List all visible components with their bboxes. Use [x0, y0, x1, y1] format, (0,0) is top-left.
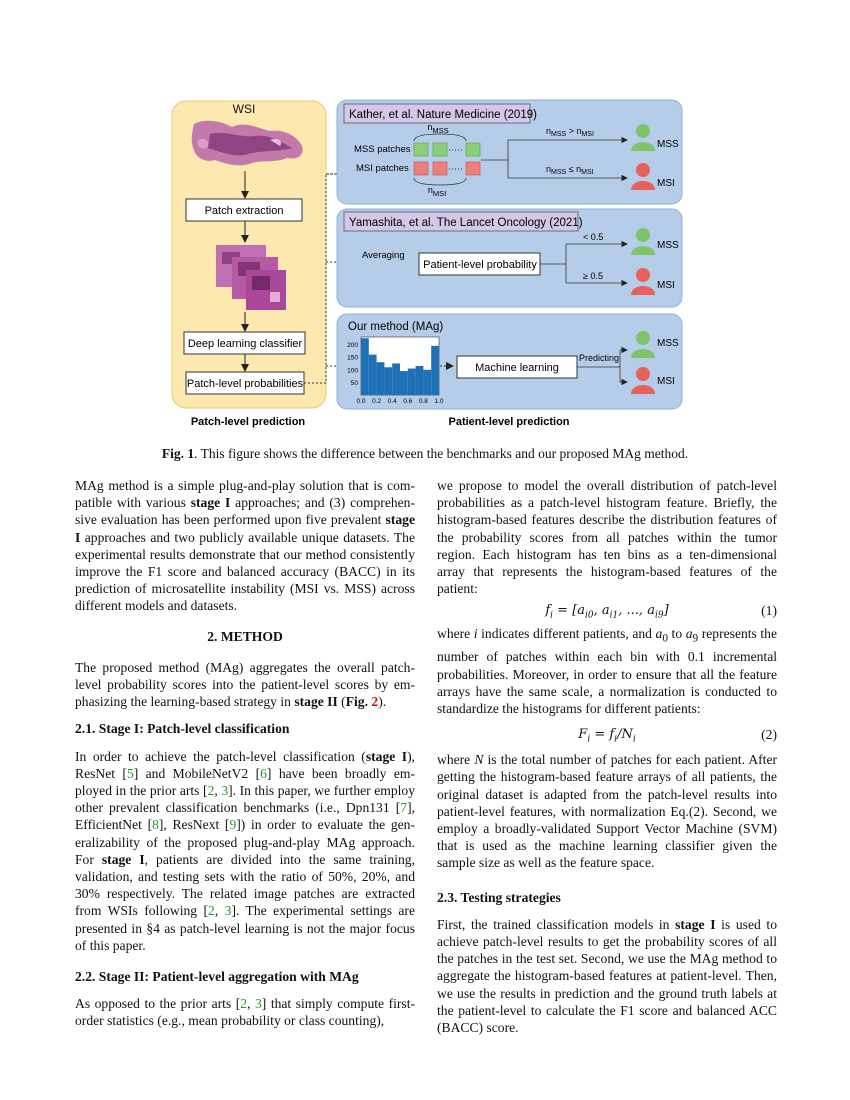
histogram-bar: [392, 363, 400, 395]
yamashita-title: Yamashita, et al. The Lancet Oncology (2021): [349, 217, 583, 229]
histogram-bar: [377, 362, 385, 395]
right-column: [437, 477, 777, 1036]
histogram-y-tick: 150: [347, 354, 358, 362]
normalization-paragraph: where N is the total number of patches for each patient. After getting the histogram-based feature arrays of all patients, the original dataset is adapted from the patch-level results into patient-level features, with normalization Eq.(2). Second, we employ a broadly-validated Support Vector Machine (SVM) that is used as the machine learning classifier given the sample size as well as the feature space.: [437, 752, 778, 871]
subsection-heading-2-3: 2.3. Testing strategies: [437, 889, 561, 905]
histogram-paragraph: we propose to model the overall distribution of patch-level probabilities as a patch-level histogram feature. Briefly, the histogram-based features describe the distribution features of the probability scores from all patches within the tumor region. Each histogram has ten bins as a ten-dimensional array that represents the histogram-based features of the patient:: [437, 478, 777, 597]
citation-link[interactable]: 7: [400, 800, 408, 816]
equation-1-body: $f_i = [a_{i0}$, $a_{i1}$, ..., $a_{i9}$]: [545, 603, 669, 622]
histogram-y-tick: 100: [347, 367, 358, 375]
kather-cond-msi: $n_{MSS} \le n_{MSI}$: [546, 164, 594, 176]
stage2-paragraph: As opposed to the prior arts [2, 3] that simply compute first-order statistics (e.g., mean probability or class counting),: [75, 996, 415, 1029]
equation-2-number: (2): [761, 727, 777, 743]
stage1-paragraph: In order to achieve the patch-level classification (stage I), ResNet [5] and MobileNetV2 [6] have been broadly em-ployed in the prior arts [2, 3]. In this paper, we further employ other prevalent classification benchmarks (i.e., Dpn131 [7], EfficientNet [8], ResNext [9]) in order to evaluate the gen-eralizability of the proposed plug-and-play MAg approach. For stage I, patients are divided into the same training, validation, and testing sets with the ratio of 50%, 20%, and 30% respectively. The related image patches are extracted from WSIs following [2, 3]. The experimental settings are presented in §4 as patch-level learning is not the major focus of this paper.: [75, 748, 416, 953]
histogram-chart: [347, 337, 444, 405]
citation-link[interactable]: 3: [224, 903, 232, 919]
histogram-bar: [408, 369, 416, 395]
histogram-x-tick: 0.8: [418, 398, 428, 405]
kather-cond-mss: $n_{MSS} > n_{MSI}$: [546, 126, 594, 138]
yamashita-out-mss: MSS: [657, 240, 679, 251]
patch-level-probabilities-label: Patch-level probabilities: [186, 378, 304, 390]
citation-link[interactable]: 3: [254, 996, 262, 1012]
histogram-bar: [400, 371, 408, 395]
citation-link[interactable]: 2: [207, 783, 215, 799]
histogram-x-tick: 0.0: [356, 398, 366, 405]
kather-out-msi: MSI: [657, 178, 675, 189]
figure-caption: Fig. 1. This figure shows the difference between the benchmarks and our proposed MAg method.: [161, 446, 689, 461]
histogram-x-tick: 0.4: [387, 398, 397, 405]
equation-1-number: (1): [761, 603, 777, 619]
patch-extraction-label: Patch extraction: [204, 205, 284, 217]
histogram-y-tick: 200: [347, 342, 358, 350]
ours-out-mss: MSS: [657, 338, 679, 349]
n-mss-top: $n_{MSS}$: [427, 122, 449, 135]
subsection-heading-2-2: 2.2. Stage II: Patient-level aggregation with MAg: [75, 969, 359, 985]
citation-link[interactable]: 9: [229, 817, 237, 833]
equation-1: [437, 597, 777, 625]
msi-patch-squares: [414, 162, 480, 175]
wsi-title: WSI: [232, 102, 256, 116]
kather-title: Kather, et al. Nature Medicine (2019): [349, 109, 537, 121]
equation-2-body: $F_i = f_i/N_i$: [578, 727, 636, 745]
histogram-bar: [361, 338, 369, 395]
citation-link[interactable]: 5: [126, 765, 134, 781]
averaging-label: Averaging: [362, 250, 405, 261]
yamashita-out-msi: MSI: [657, 280, 675, 291]
histogram-x-tick: 1.0: [434, 398, 444, 405]
ours-title: Our method (MAg): [348, 321, 444, 333]
method-paragraph: The proposed method (MAg) aggregates the overall patch-level probability scores into the patient-level scores by em-phasizing the learning-based strategy in stage II (Fig. 2).: [75, 659, 415, 710]
citation-link[interactable]: 8: [152, 817, 159, 833]
histogram-bar: [423, 370, 431, 395]
intro-paragraph: MAg method is a simple plug-and-play solution that is com-patible with various stage I approaches; and (3) comprehen-sive evaluation has been performed upon five prevalent stage I approaches and two publicly available unique datasets. The experimental results demonstrate that our method consistently improve the F1 score and balanced accuracy (BACC) in its prediction of microsatellite instability (MSI vs. MSS) across different models and datasets.: [75, 478, 416, 614]
patch-level-prediction-label: Patch-level prediction: [190, 416, 306, 428]
histogram-bar: [369, 355, 377, 395]
patient-level-prediction-label: Patient-level prediction: [448, 416, 570, 428]
subsection-heading-2-1: 2.1. Stage I: Patch-level classification: [75, 721, 290, 737]
citation-link[interactable]: 2: [208, 903, 215, 919]
threshold-ge: ≥ 0.5: [583, 271, 603, 281]
ours-out-msi: MSI: [657, 376, 675, 387]
predicting-label: Predicting: [579, 353, 620, 363]
histogram-x-tick: 0.6: [403, 398, 413, 405]
section-heading-method: 2. METHOD: [207, 628, 283, 644]
bins-paragraph: where i indicates different patients, and $a_0$ to $a_9$ represents the number of patches within each bin with 0.1 incremental probabilities. Moreover, in order to ensure that all the feature arrays have the same scale, a normalization is conducted to standardize the histograms for different patients:: [437, 626, 778, 716]
mss-patch-squares: [414, 143, 480, 156]
kather-out-mss: MSS: [657, 139, 679, 150]
histogram-bar: [431, 346, 439, 395]
citation-link[interactable]: 6: [260, 765, 267, 781]
citation-link[interactable]: 2: [240, 996, 248, 1012]
testing-paragraph: First, the trained classification models in stage I is used to achieve patch-level results to get the probability scores of all the patches in the test set. Second, we use the MAg method to aggregate the histogram-based features at patient-level. Then, we use the results in prediction and the ground truth labels at the patient-level to calculate the F1 score and balanced ACC (BACC) score.: [437, 916, 777, 1035]
mss-patches-label: MSS patches: [354, 144, 411, 155]
histogram-bar: [384, 367, 392, 395]
msi-patches-label: MSI patches: [356, 163, 409, 174]
threshold-lt: < 0.5: [583, 232, 604, 242]
equation-2: [437, 717, 777, 751]
n-msi-bottom: $n_{MSI}$: [427, 185, 447, 198]
histogram-bar: [416, 366, 424, 395]
left-column: [75, 477, 415, 1030]
deep-learning-classifier-label: Deep learning classifier: [187, 338, 303, 350]
figure-1: [0, 0, 850, 440]
histogram-x-tick: 0.2: [372, 398, 382, 405]
citation-link[interactable]: 3: [221, 783, 229, 799]
machine-learning-label: Machine learning: [475, 362, 559, 374]
patient-level-probability-label: Patient-level probability: [423, 259, 537, 271]
figure-link[interactable]: 2: [371, 694, 379, 710]
histogram-y-tick: 50: [350, 379, 358, 387]
